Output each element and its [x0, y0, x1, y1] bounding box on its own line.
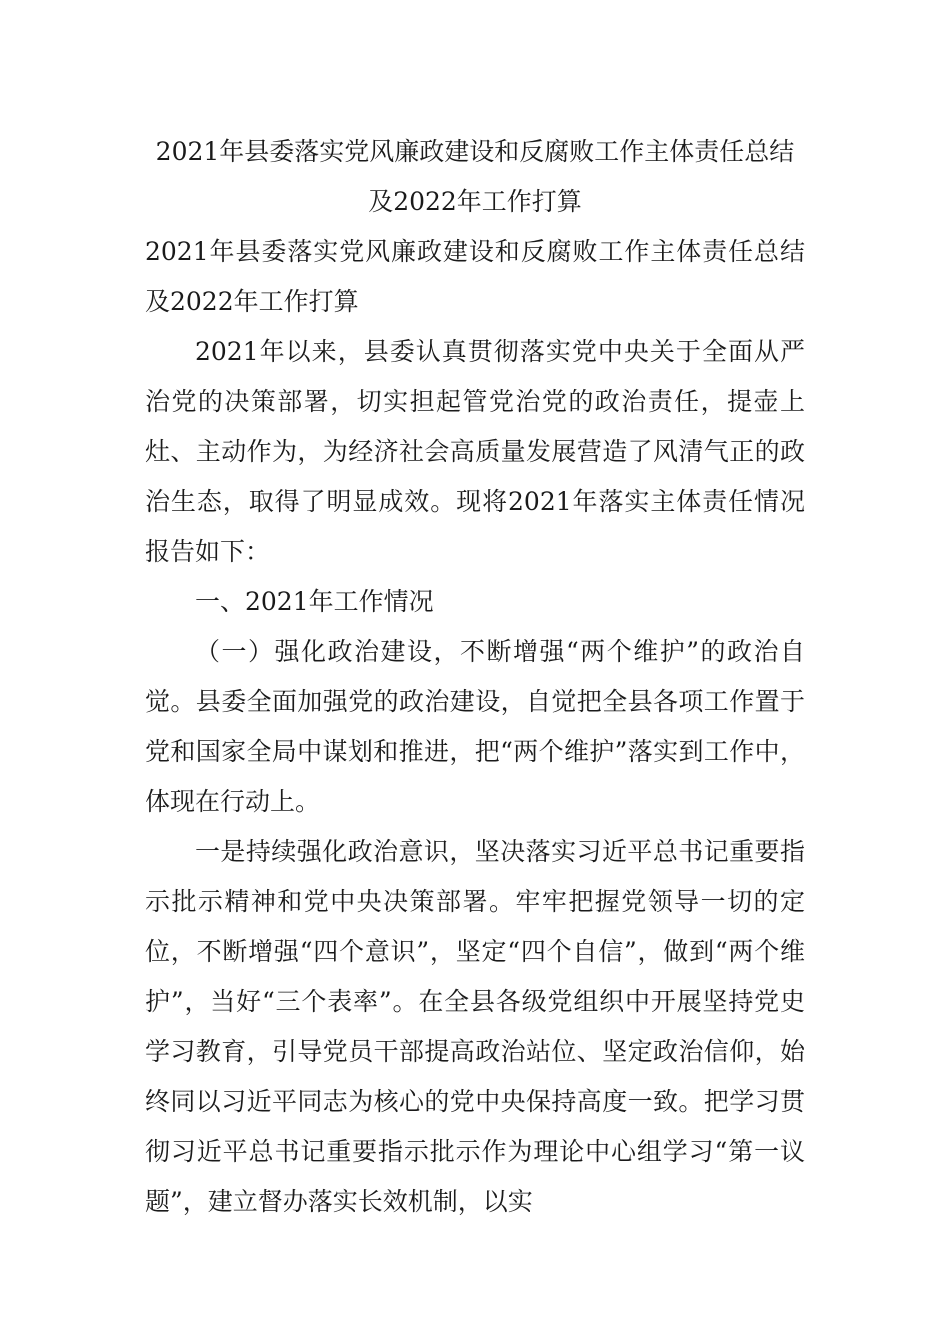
document-title: 2021年县委落实党风廉政建设和反腐败工作主体责任总结及2022年工作打算 — [155, 137, 795, 216]
intro-paragraph: 2021年以来，县委认真贯彻落实党中央关于全面从严治党的决策部署，切实担起管党治党的政治责任，提壶上灶、主动作为，为经济社会高质量发展营造了风清气正的政治生态，取得了明显成效。现将2021年落实主体责任情况报告如下： — [145, 337, 805, 566]
section-heading: 一、2021年工作情况 — [195, 587, 434, 616]
subsection-paragraph: （一）强化政治建设，不断增强“两个维护”的政治自觉。县委全面加强党的政治建设，自觉把全县各项工作置于党和国家全局中谋划和推进，把“两个维护”落实到工作中，体现在行动上。 — [145, 637, 805, 816]
point-paragraph: 一是持续强化政治意识，坚决落实习近平总书记重要指示批示精神和党中央决策部署。牢牢把握党领导一切的定位，不断增强“四个意识”，坚定“四个自信”，做到“两个维护”，当好“三个表率”。在全县各级党组织中开展坚持党史学习教育，引导党员干部提高政治站位、坚定政治信仰，始终同以习近平同志为核心的党中央保持高度一致。把学习贯彻习近平总书记重要指示批示作为理论中心组学习“第一议题”，建立督办落实长效机制，以实 — [145, 837, 805, 1216]
document-page — [145, 127, 805, 1227]
document-subtitle: 2021年县委落实党风廉政建设和反腐败工作主体责任总结及2022年工作打算 — [145, 237, 805, 316]
